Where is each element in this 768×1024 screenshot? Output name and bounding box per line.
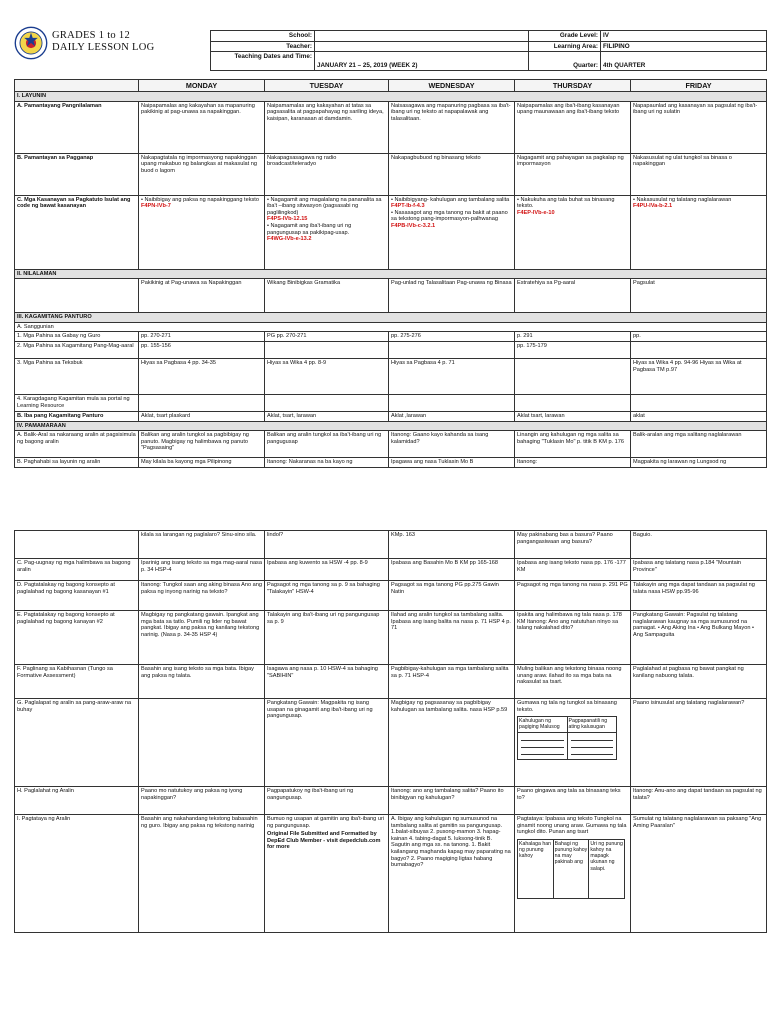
cell-friday: Ipabasa ang talatang nasa p.184 "Mountain Province" [631,559,767,581]
cell-thursday [515,699,631,787]
row-label: C. Mga Kasanayan sa Pagkatuto Isulat ang code ng bawat kasanayan [15,195,139,269]
cell-monday [139,195,265,269]
cell-wednesday: Magbigay ng pagsasanay sa pagbibigay kahulugan sa tambalang salita. nasa HSP p.59 [389,699,515,787]
competency-text: • Naibibigyang- kahulugan ang tambalang salita [391,196,510,203]
row-label: C. Pag-uugnay ng mga halimbawa sa bagong aralin [15,559,139,581]
cell-wednesday: Itanong: Gaano kayo kahanda sa isang kalamidad? [389,431,515,458]
cell-tuesday: Pagsagot ng mga tanong sa p. 9 sa bahaging "Talakayin" HSW-4 [265,581,389,611]
cell-wednesday: Ipagawa ang nasa Tuklasin Mo B [389,458,515,468]
row-label [15,279,139,313]
section-layunin: I. LAYUNIN [15,92,767,102]
cell-friday: Magpakita ng larawan ng Lungsod ng [631,458,767,468]
row-label: A. Balik-Aral sa nakaraang aralin at pagsisimula ng bagong aralin [15,431,139,458]
tsart-col-3: Uri ng punung kahoy na mapagk ukunan ng salapi. [589,839,625,898]
pagtataya-row [15,815,767,933]
table-row [15,332,767,342]
row-label: G. Paglalapat ng aralin sa pang-araw-araw na buhay [15,699,139,787]
blank-corner [15,80,139,92]
subsection-sanggunian: A. Sanggunian [15,322,767,332]
cell-monday: kilala sa larangan ng paglalaro? Sinu-sino sila. [139,531,265,559]
cell-friday: Hiyas sa Wika 4 pp. 94-96 Hiyas sa Wika at Pagbasa TM p.97 [631,358,767,394]
row-label: D. Pagtatalakay ng bagong konsepto at paglalahad ng bagong kasanayan #1 [15,581,139,611]
cell-monday: Naipapamalas ang kakayahan sa mapanuring pakikinig at pag-unawa sa napakinggan. [139,101,265,153]
cell-wednesday: Hiyas sa Pagbasa 4 p. 71 [389,358,515,394]
grade-value[interactable]: IV [601,31,767,42]
row-label: F. Paglinang sa Kabihasnan (Tungo sa Formative Assessment) [15,665,139,699]
cell-monday: Hiyas sa Pagbasa 4 pp. 34-35 [139,358,265,394]
competency-code: F4WG-IVb-e-13.2 [267,236,312,243]
tsart-col-1: Kahalaga han ng punung kahoy [518,839,554,898]
tala-blank-1[interactable] [518,732,568,759]
cell-thursday [515,815,631,933]
cell-friday [631,195,767,269]
section-nilalaman: II. NILALAMAN [15,269,767,279]
cell-friday: Paglalahad at pagbasa ng bawat pangkat ng kanilang nabuong talata. [631,665,767,699]
table-row [15,581,767,611]
table-row [15,341,767,358]
days-header-row [15,80,767,92]
cell-tuesday: Balikan ang aralin tungkol sa iba't-ibang uri ng pangugusap [265,431,389,458]
cell-thursday: Ipabasa ang isang teksto nasa pp. 176 -177 KM [515,559,631,581]
table-row [15,787,767,815]
cell-thursday [515,358,631,394]
cell-thursday: Ipakita ang halimbawa ng tala nasa p. 178 KM Itanong: Ano ang natutuhan ninyo sa talang nakalahad dito? [515,611,631,665]
quarter-label: Quarter: [529,52,601,71]
header-table [210,30,767,71]
cell-monday: Balikan ang aralin tungkol sa pagbibigay ng panuto. Magbigay ng halimbawa ng panuto "Pagsasaing" [139,431,265,458]
table-row [15,458,767,468]
competency-code: F4PS-IVb-12.15 [267,216,308,223]
cell-thursday [515,394,631,411]
day-thursday: THURSDAY [515,80,631,92]
cell-tuesday [265,394,389,411]
cell-friday: Nakasusulat ng ulat tungkol sa binasa o napakinggan [631,153,767,195]
day-friday: FRIDAY [631,80,767,92]
cell-thursday: p. 291 [515,332,631,342]
cell-monday: Basahin ang isang teksto sa mga bata. Ibigay ang paksa ng talata. [139,665,265,699]
cell-wednesday: Pagbibigay-kahulugan sa mga tambalang salita sa p. 71 HSP-4 [389,665,515,699]
table-row [15,153,767,195]
cell-tuesday: Wikang Binibigkas Gramatika [265,279,389,313]
cell-monday: Paano mo natutukoy ang paksa ng iyong napakinggan? [139,787,265,815]
cell-wednesday: Aklat ,larawan [389,411,515,421]
cell-tuesday: Pagpapatukoy ng iba't-ibang uri ng oangungusap. [265,787,389,815]
thursday-g-text: Gumawa ng tala ng tungkol sa binasang teksto. [517,700,617,713]
thursday-assessment-text: Pagtataya: Ipabasa ang teksto Tungkol na ginamit noong unang araw. Gumawa ng tala tungkol dito. Punan ang tsart [517,816,627,836]
grade-label: Grade Level: [529,31,601,42]
teacher-label: Teacher: [211,41,315,52]
cell-thursday: Linangin ang kahulugan ng mga salita sa bahaging "Tuklasin Mo" p. titik B KM p. 176 [515,431,631,458]
cell-tuesday: Pangkatang Gawain: Magpakita ng isang usapan na ginagamit ang iba't-ibang uri ng pangungusap. [265,699,389,787]
cell-wednesday: Ilahad ang aralin tungkol sa tambalang salita. Ipabasa ang isang balita na nasa p. 71 HSP 4 p. 71 [389,611,515,665]
lesson-grid-page-1 [14,79,767,468]
cell-friday: Pangkatang Gawain: Pagsulat ng talatang naglalarawan kaugnay sa mga sumusunod na pamagat. • Ang Aking Ina • Ang Bulkang Mayon • Ang Sampaguita [631,611,767,665]
school-label: School: [211,31,315,42]
cell-wednesday: Pagsagot sa mga tanong PG pp.275 Gawin Natin [389,581,515,611]
cell-friday: Pagsulat [631,279,767,313]
tala-col-1: Kahulugan ng pagiging Malusog [518,717,568,732]
cell-friday [631,341,767,358]
table-row [15,699,767,787]
cell-wednesday: Itanong: ano ang tambalang salita? Paano ito binibigyan ng kahulugan? [389,787,515,815]
cell-tuesday: Isagawa ang nasa p. 10 HSW-4 sa bahaging "SABIHIN" [265,665,389,699]
deped-seal-icon [14,26,48,60]
competency-text: • Nagagamit ang magalalang na pananalita sa iba't –ibang sitwasyon (pagsasabi ng paglilingkod) [267,196,382,216]
teacher-value[interactable] [315,41,529,52]
row-label: H. Paglalahat ng Aralin [15,787,139,815]
table-row [15,279,767,313]
table-row [15,531,767,559]
cell-monday [139,699,265,787]
cell-friday: aklat [631,411,767,421]
tala-blank-2[interactable] [567,732,617,759]
tsart-col-2: Bahagi ng punung kahoy na may pakinab ang [553,839,589,898]
row-label: I. Pagtataya ng Aralin [15,815,139,933]
tsart-table [517,839,625,899]
competency-text: • Nasasagot ang mga tanong na bakit at paano sa tekstong pang-impormasyon-palhwanag [391,209,508,223]
competency-code: F4PN-IVb-7 [141,203,171,210]
table-row [15,559,767,581]
table-row [15,665,767,699]
cell-tuesday: Ipabasa ang kuwento sa HSW -4 pp. 8-9 [265,559,389,581]
row-label: 4. Karagdagang Kagamitan mula sa portal ng Learning Resource [15,394,139,411]
table-row [15,411,767,421]
cell-wednesday: A. Ibigay ang kahulugan ng sumusunod na tambalang salita at gamitin sa pangungusap. 1.balat-sibuyas 2. pusong-mamon 3. hapag-kainan 4. tabing-dagat 5. luksong-tinik B. Sagutin ang mga ss. na tanong. 1. Bakit kailangang maghanda kapag may paparating na bagyo? 2. Paano magiging ligtas habang bumabagyo? [389,815,515,933]
cell-wednesday: Nakapagbubuod ng binasang teksto [389,153,515,195]
quarter-value[interactable]: 4th QUARTER [601,52,767,71]
cell-monday: Nakapagtatala ng impormasyong napakinggan upang makabuo ng balangkas at makasulat ng buod o lagom [139,153,265,195]
area-value[interactable]: FILIPINO [601,41,767,52]
cell-monday: Pakikinig at Pag-unawa sa Napakinggan [139,279,265,313]
day-tuesday: TUESDAY [265,80,389,92]
dates-label: Teaching Dates and Time: [211,52,315,71]
cell-thursday: Paano gingawa ang tala sa binasang teks to? [515,787,631,815]
cell-monday [139,394,265,411]
competency-code: F4PB-IVb-c-3.2.1 [391,222,436,229]
competency-code: F4EP-IVb-e-10 [517,209,555,216]
section-pamamaraan: IV. PAMAMARAAN [15,421,767,431]
cell-tuesday: Itanong: Nakaranas na ba kayo ng [265,458,389,468]
cell-tuesday: Nakapagsasagawa ng radio broadcast/teleradyo [265,153,389,195]
cell-friday: Sumulat ng talatang naglalarawan sa paksang "Ang Aming Paaralan" [631,815,767,933]
row-label: A. Pamantayang Pangnilalaman [15,101,139,153]
cell-friday: Talakayin ang mga dapat tandaan sa pagsulat ng talata nasa HSW pp.95-96 [631,581,767,611]
school-value[interactable] [315,31,529,42]
row-label: B. Pamantayan sa Pagganap [15,153,139,195]
table-row [15,394,767,411]
cell-monday: pp. 155-156 [139,341,265,358]
cell-wednesday [389,394,515,411]
competency-text: • Nagagamit ang iba't-ibang uri ng pangungusap sa pakikipag-usap. [267,222,352,236]
tala-table [517,716,617,759]
row-label: E. Pagtatalakay ng bagong konsepto at paglalahad ng bagong kanayan #2 [15,611,139,665]
row-label: B. Iba pang Kagamitang Panturo [15,411,139,421]
tuesday-assessment-text: Bumuo ng usapan at gamitin ang iba't-ibang uri ng pangungusap. [267,816,385,829]
cell-tuesday: Hiyas sa Wika 4 pp. 8-9 [265,358,389,394]
cell-wednesday: Pag-unlad ng Talasalitaan Pag-unawa ng Binasa [389,279,515,313]
cell-thursday: Naipapamalas ang iba't-ibang kasanayan upang maunawaan ang iba't-ibang teksto [515,101,631,153]
cell-thursday: Nagagamit ang pahayagan sa pagkalap ng impormasyon [515,153,631,195]
tala-col-2: Pagpapanatili ng ating kalusugan [567,717,617,732]
row-label: 2. Mga Pahina sa Kagamitang Pang-Mag-aaral [15,341,139,358]
cell-thursday [515,195,631,269]
cell-tuesday: Talakayin ang iba't-ibang uri ng pangungusap sa p. 9 [265,611,389,665]
area-label: Learning Area: [529,41,601,52]
row-label: B. Paghahabi sa layunin ng aralin [15,458,139,468]
lesson-grid-page-2 [14,530,767,933]
cell-tuesday [265,195,389,269]
dates-value[interactable]: JANUARY 21 – 25, 2019 (WEEK 2) [315,52,529,71]
watermark-text: Original File Submitted and Formatted by DepEd Club Member - visit depedclub.com for more [267,831,381,851]
cell-wednesday [389,195,515,269]
cell-monday: Basahin ang nakahandang tekstong babasahin ng guro. Ibigay ang paksa ng tekstong narinig [139,815,265,933]
cell-wednesday: KMp. 163 [389,531,515,559]
brand-line-1: GRADES 1 to 12 [52,30,130,41]
cell-wednesday [389,341,515,358]
cell-thursday: Muling balikan ang tekstong binasa noong unang araw. ilahad ito sa mga bata na nakasulat sa tsart. [515,665,631,699]
cell-thursday: May pakinabang bas a basura? Paano pangangasiwaan ang basura? [515,531,631,559]
cell-tuesday: lindol? [265,531,389,559]
cell-friday [631,394,767,411]
cell-friday: pp. [631,332,767,342]
cell-monday: Itanong: Tungkol saan ang aking binasa Ano ang paksa ng inyong narinig na teksto? [139,581,265,611]
cell-thursday: Pagsagot ng mga tanong na nasa p. 291 PG [515,581,631,611]
cell-tuesday: Aklat, tsart, larawan [265,411,389,421]
table-row [15,358,767,394]
cell-monday: May kilala ba kayong mga Pilipinong [139,458,265,468]
table-row [15,431,767,458]
cell-monday: pp. 270-271 [139,332,265,342]
cell-friday: Balik-aralan ang mga salitang naglalarawan [631,431,767,458]
cell-monday: Aklat, tsart plaskard [139,411,265,421]
cell-friday: Itanong: Anu-ano ang dapat tandaan sa pagsulat ng talata? [631,787,767,815]
cell-monday: Iparinig ang isang teksto sa mga mag-aaral nasa p. 34 HSP-4 [139,559,265,581]
competency-text: • Nakukuha ang tala buhat sa binasang teksto. [517,196,615,210]
cell-friday: Paano isinusulat ang talatang naglalarawan? [631,699,767,787]
cell-tuesday [265,341,389,358]
cell-thursday: Estratehiya sa Pg-aaral [515,279,631,313]
brand-line-2: DAILY LESSON LOG [52,42,155,53]
competency-text: • Nakasusulat ng talatang naglalarawan [633,196,732,203]
competency-code: F4PT-Ib-f-4.3 [391,203,425,210]
row-label: 3. Mga Pahina sa Teksbuk [15,358,139,394]
cell-tuesday [265,815,389,933]
cell-thursday: Itanong: [515,458,631,468]
cell-friday: Baguio. [631,531,767,559]
cell-thursday: Aklat tsart, larawan [515,411,631,421]
cell-tuesday: PG pp. 270-271 [265,332,389,342]
kasanayan-row [15,195,767,269]
cell-thursday: pp. 175-179 [515,341,631,358]
cell-wednesday: Naisasagawa ang mapanuring pagbasa sa iba't-ibang uri ng teksto at napapalawak ang talasalitaan. [389,101,515,153]
cell-monday: Magbigay ng pangkatang gawain. Ipangkat ang mga bata sa tatlo. Pumili ng lider ng bawat pangkat. Ibigay ang paksa ng kanilang tekstong narinig. (Nasa p. 34-35 HSP 4) [139,611,265,665]
cell-wednesday: Ipabasa ang Basahin Mo B KM pp 165-168 [389,559,515,581]
row-label: 1. Mga Pahina sa Gabay ng Guro [15,332,139,342]
table-row [15,101,767,153]
cell-tuesday: Naipamamalas ang kakayahan at tatas sa pagsasalita at pagpapahayag ng sariling ideya, kaisipan, karanasan at damdamin. [265,101,389,153]
day-monday: MONDAY [139,80,265,92]
section-kagamitan: III. KAGAMITANG PANTURO [15,313,767,323]
table-row [15,611,767,665]
day-wednesday: WEDNESDAY [389,80,515,92]
row-label [15,531,139,559]
competency-code: F4PU-IVa-b-2.1 [633,203,673,210]
cell-friday: Napapaunlad ang kasanayan sa pagsulat ng iba't-ibang uri ng sulatin [631,101,767,153]
cell-wednesday: pp. 275-276 [389,332,515,342]
competency-text: • Naibibigay ang paksa ng napakinggang teksto [141,196,259,203]
brand-title [52,30,155,54]
